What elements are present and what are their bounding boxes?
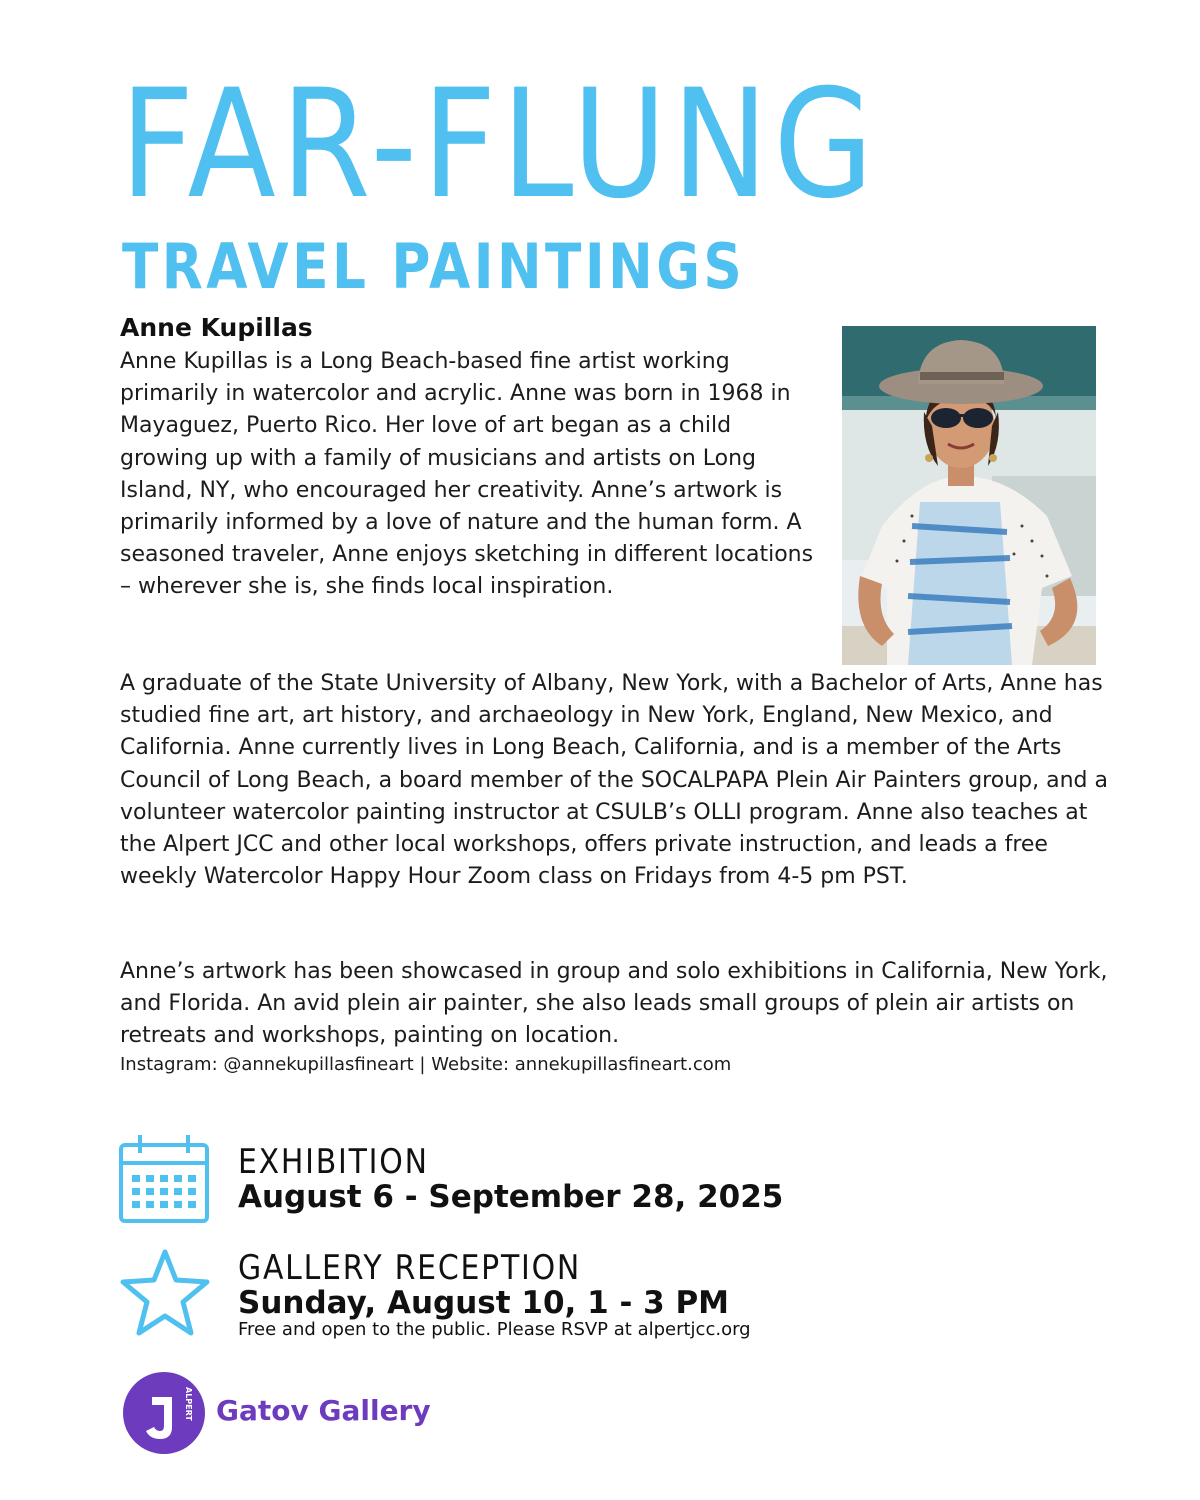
artist-photo [842, 326, 1096, 665]
exhibition-dates: August 6 - September 28, 2025 [238, 1179, 784, 1215]
reception-label: GALLERY RECEPTION [238, 1248, 582, 1288]
calendar-icon [118, 1133, 210, 1225]
social-links: Instagram: @annekupillasfineart | Website: annekupillasfineart.com [120, 1054, 732, 1075]
bio-paragraph-1: Anne Kupillas is a Long Beach-based fine artist working primarily in watercolor and acrylic. Anne was born in 1968 in Mayaguez, Puerto Rico. Her love of art began as a child growing up with a family of musicians and artists on Long Island, NY, who encouraged her creativity. Anne’s artwork is primarily informed by a love of nature and the human form. A seasoned traveler, Anne enjoys sketching in different locations – wherever she is, she finds local inspiration. [120, 349, 814, 600]
logo-text: ALPERT [184, 1387, 193, 1421]
reception-dates: Sunday, August 10, 1 - 3 PM [238, 1285, 730, 1321]
exhibition-label: EXHIBITION [238, 1142, 429, 1182]
alpert-j-logo [122, 1371, 206, 1455]
gallery-name: Gatov Gallery [216, 1394, 431, 1427]
artist-name: Anne Kupillas [120, 313, 313, 342]
poster-subtitle: TRAVEL PAINTINGS [122, 230, 746, 303]
bio-paragraph-3: Anne’s artwork has been showcased in group and solo exhibitions in California, New York, and Florida. An avid plein air painter, she also leads small groups of plein air artists on retreats and workshops, painting on location. [120, 959, 1108, 1049]
reception-note: Free and open to the public. Please RSVP at alpertjcc.org [238, 1319, 751, 1340]
poster-title: FAR-FLUNG [120, 58, 879, 232]
star-icon [116, 1246, 214, 1340]
bio-paragraph-2: A graduate of the State University of Albany, New York, with a Bachelor of Arts, Anne has studied fine art, art history, and archaeology in New York, England, New Mexico, and California. Anne currently lives in Long Beach, California, and is a member of the Arts Council of Long Beach, a board member of the SOCALPAPA Plein Air Painters group, and a volunteer watercolor painting instructor at CSULB’s OLLI program. Anne also teaches at the Alpert JCC and other local workshops, offers private instruction, and leads a free weekly Watercolor Happy Hour Zoom class on Fridays from 4-5 pm PST. [120, 671, 1108, 890]
